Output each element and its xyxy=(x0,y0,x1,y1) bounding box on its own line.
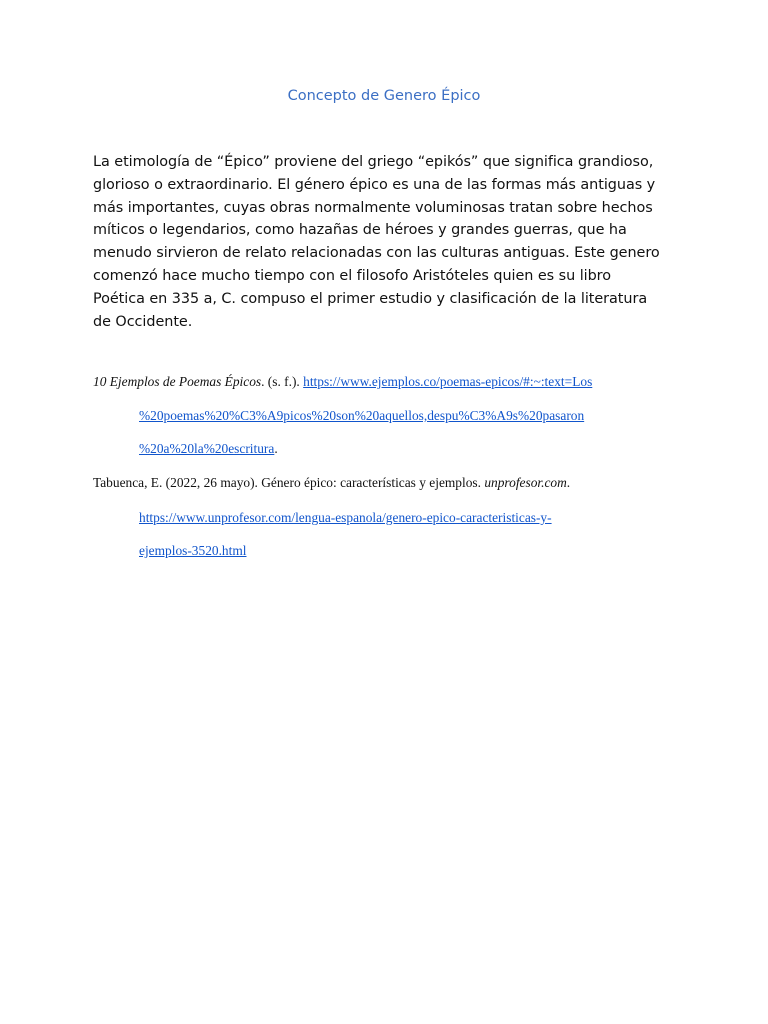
paragraph-line: menudo sirvieron de relato relacionadas con las culturas antiguas. Este genero xyxy=(93,245,660,262)
reference-1-link[interactable]: %20a%20la%20escritura xyxy=(139,441,275,456)
paragraph-line: míticos o legendarios, como hazañas de héroes y grandes guerras, que ha xyxy=(93,222,627,239)
paragraph-line: más importantes, cuyas obras normalmente voluminosas tratan sobre hechos xyxy=(93,199,653,216)
paragraph-line: comenzó hace mucho tiempo con el filosofo Aristóteles quien es su libro xyxy=(93,267,611,284)
document-title: Concepto de Genero Épico xyxy=(287,88,481,104)
paragraph-line: glorioso o extraordinario. El género épico es una de las formas más antiguas y xyxy=(93,176,656,193)
reference-1-date: . (s. f.). xyxy=(261,374,304,389)
reference-2-site: unprofesor.com xyxy=(484,475,567,490)
reference-2-citation: Tabuenca, E. (2022, 26 mayo). Género épico: características y ejemplos. xyxy=(93,475,485,490)
reference-2-end: . xyxy=(566,475,571,490)
reference-2-link[interactable]: ejemplos-3520.html xyxy=(139,543,247,558)
body-paragraph xyxy=(93,151,683,333)
paragraph-line: La etimología de “Épico” proviene del griego “epikós” que significa grandioso, xyxy=(93,154,654,170)
reference-1-link[interactable]: https://www.ejemplos.co/poemas-epicos/#:~:text=Los xyxy=(303,374,593,389)
reference-2-line-1 xyxy=(93,475,570,491)
reference-2-link[interactable]: https://www.unprofesor.com/lengua-espanola/genero-epico-caracteristicas-y- xyxy=(139,510,552,525)
reference-1-line-2 xyxy=(139,408,584,424)
reference-1-link[interactable]: %20poemas%20%C3%A9picos%20son%20aquellos,despu%C3%A9s%20pasaron xyxy=(139,408,585,423)
reference-1-line-1 xyxy=(93,374,592,390)
reference-1-title: 10 Ejemplos de Poemas Épicos xyxy=(93,374,262,389)
paragraph-line: Poética en 335 a, C. compuso el primer estudio y clasificación de la literatura xyxy=(93,290,648,307)
reference-1-end: . xyxy=(274,441,278,456)
reference-1-line-3 xyxy=(139,441,278,457)
reference-2-line-3 xyxy=(139,543,247,559)
paragraph-line: de Occidente. xyxy=(93,313,193,330)
reference-2-line-2 xyxy=(139,510,552,526)
